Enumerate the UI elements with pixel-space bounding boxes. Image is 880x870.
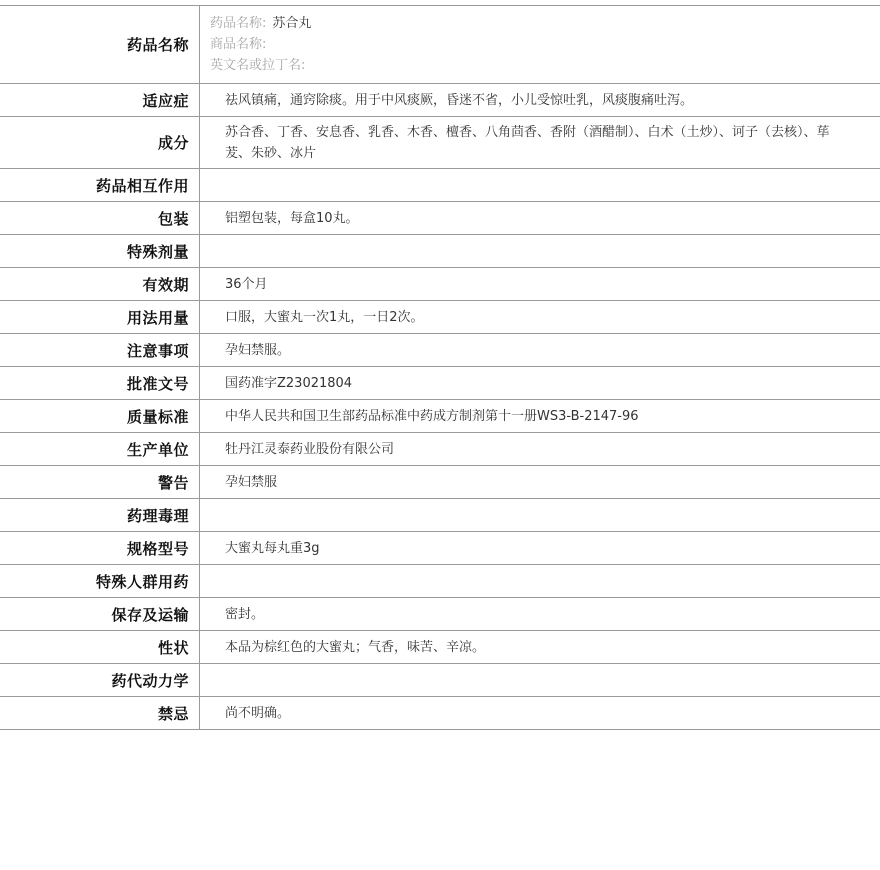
row-label: 保存及运输 <box>0 598 200 630</box>
trade-name-key: 商品名称: <box>210 37 267 52</box>
row-value: 密封。 <box>225 606 265 622</box>
row-contraindications <box>0 697 880 730</box>
row-description <box>0 631 880 664</box>
drug-name-block <box>200 6 311 83</box>
row-indications <box>0 84 880 117</box>
row-packaging <box>0 202 880 235</box>
generic-name-value: 苏合丸 <box>272 16 312 31</box>
row-label: 性状 <box>0 631 200 663</box>
drug-spec-table <box>0 5 880 730</box>
row-label: 规格型号 <box>0 532 200 564</box>
row-value: 本品为棕红色的大蜜丸；气香，味苦、辛凉。 <box>225 639 486 655</box>
row-label: 包装 <box>0 202 200 234</box>
row-label: 特殊剂量 <box>0 235 200 267</box>
row-label: 特殊人群用药 <box>0 565 200 597</box>
row-label: 药品名称 <box>0 6 200 83</box>
row-label: 药代动力学 <box>0 664 200 696</box>
row-warning <box>0 466 880 499</box>
row-label: 生产单位 <box>0 433 200 465</box>
generic-name-key: 药品名称: <box>210 16 267 31</box>
row-drug-name <box>0 6 880 84</box>
row-value: 苏合香、丁香、安息香、乳香、木香、檀香、八角茴香、香附（酒醋制）、白术（土炒）、诃子（去核）、荜茇、朱砂、冰片 <box>225 124 830 161</box>
row-value: 铝塑包装，每盒10丸。 <box>225 210 359 226</box>
row-value <box>200 235 880 267</box>
trade-name-line <box>210 34 311 55</box>
row-value: 祛风镇痛，通窍除痰。用于中风痰厥，昏迷不省，小儿受惊吐乳，风痰腹痛吐泻。 <box>225 92 694 108</box>
row-special-populations <box>0 565 880 598</box>
row-label: 质量标准 <box>0 400 200 432</box>
row-value: 牡丹江灵泰药业股份有限公司 <box>225 441 395 457</box>
row-value: 孕妇禁服 <box>225 474 278 490</box>
row-ingredients <box>0 117 880 169</box>
row-value: 大蜜丸每丸重3g <box>225 540 320 556</box>
row-label: 成分 <box>0 117 200 168</box>
row-approval-number <box>0 367 880 400</box>
row-label: 药理毒理 <box>0 499 200 531</box>
row-value: 孕妇禁服。 <box>225 342 291 358</box>
row-pharmacology-toxicology <box>0 499 880 532</box>
row-value: 中华人民共和国卫生部药品标准中药成方制剂第十一册WS3-B-2147-96 <box>225 408 639 424</box>
row-value <box>200 565 880 597</box>
row-label: 有效期 <box>0 268 200 300</box>
row-quality-standard <box>0 400 880 433</box>
row-precautions <box>0 334 880 367</box>
row-value <box>200 169 880 201</box>
row-label: 药品相互作用 <box>0 169 200 201</box>
row-interactions <box>0 169 880 202</box>
row-shelf-life <box>0 268 880 301</box>
row-special-dosage <box>0 235 880 268</box>
row-manufacturer <box>0 433 880 466</box>
latin-name-key: 英文名或拉丁名: <box>210 58 306 73</box>
row-specification <box>0 532 880 565</box>
row-storage <box>0 598 880 631</box>
latin-name-line <box>210 55 311 76</box>
row-value <box>200 664 880 696</box>
row-label: 适应症 <box>0 84 200 116</box>
row-value: 口服，大蜜丸一次1丸，一日2次。 <box>225 309 424 325</box>
row-label: 禁忌 <box>0 697 200 729</box>
row-value: 36个月 <box>225 276 268 292</box>
generic-name-line <box>210 13 311 34</box>
row-label: 注意事项 <box>0 334 200 366</box>
row-dosage <box>0 301 880 334</box>
row-label: 批准文号 <box>0 367 200 399</box>
row-value <box>200 499 880 531</box>
row-label: 警告 <box>0 466 200 498</box>
row-label: 用法用量 <box>0 301 200 333</box>
row-value: 国药准字Z23021804 <box>225 375 353 391</box>
row-pharmacokinetics <box>0 664 880 697</box>
row-value: 尚不明确。 <box>225 705 291 721</box>
